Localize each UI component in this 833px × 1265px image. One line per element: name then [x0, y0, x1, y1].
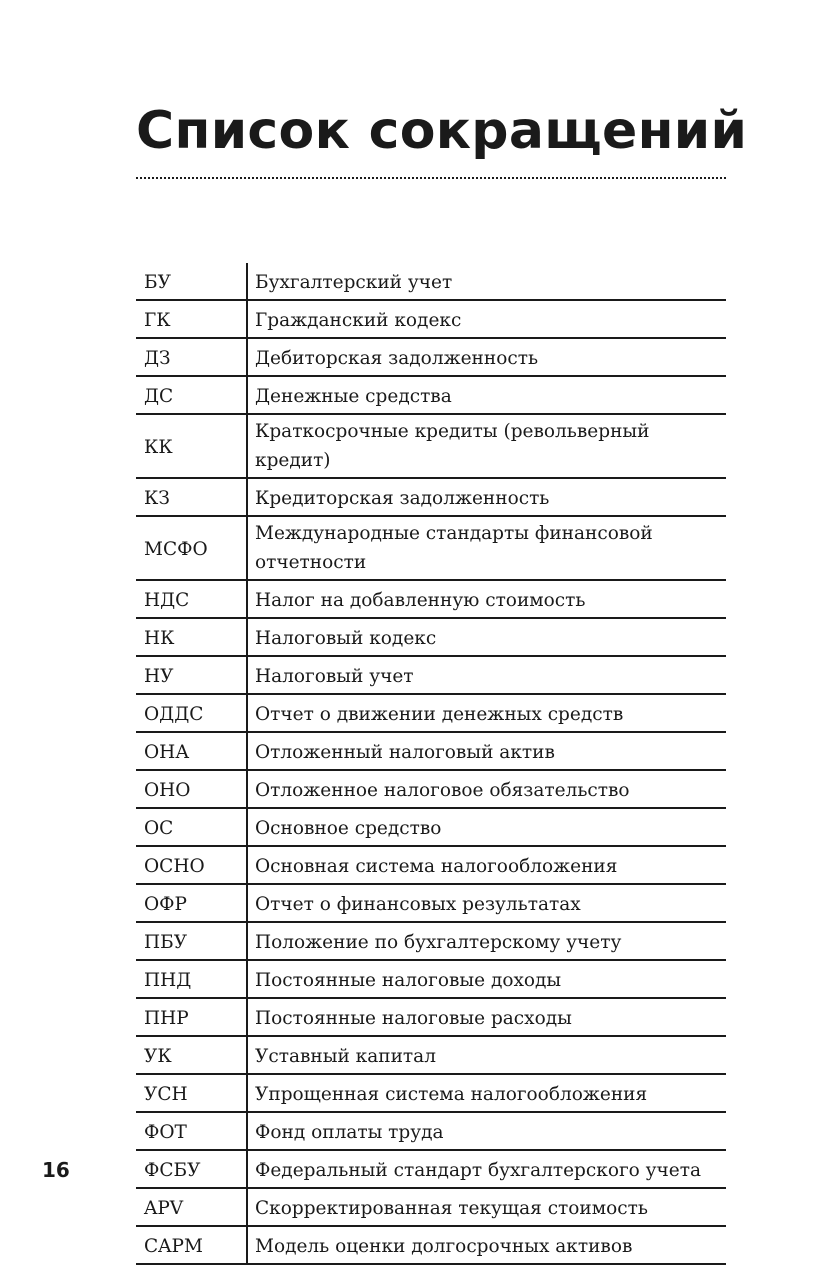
definition-cell: Основное средство [247, 808, 726, 846]
table-row [136, 263, 726, 300]
table-row [136, 1226, 726, 1264]
definition-cell: Упрощенная система налогообложения [247, 1074, 726, 1112]
table-row [136, 580, 726, 618]
table-row [136, 1112, 726, 1150]
abbreviation-cell: ФСБУ [136, 1150, 247, 1188]
abbreviation-cell: ФОТ [136, 1112, 247, 1150]
page-number: 16 [42, 1158, 70, 1182]
definition-cell: Фонд оплаты труда [247, 1112, 726, 1150]
abbreviation-cell: МСФО [136, 516, 247, 580]
abbreviations-table [136, 263, 726, 1265]
table-row [136, 1036, 726, 1074]
table-row [136, 376, 726, 414]
abbreviation-cell: НУ [136, 656, 247, 694]
abbreviation-cell: НДС [136, 580, 247, 618]
definition-cell: Положение по бухгалтерскому учету [247, 922, 726, 960]
abbreviation-cell: APV [136, 1188, 247, 1226]
table-row [136, 656, 726, 694]
abbreviation-cell: ОФР [136, 884, 247, 922]
table-row [136, 960, 726, 998]
table-row [136, 338, 726, 376]
definition-cell: Отчет о финансовых результатах [247, 884, 726, 922]
definition-cell: Налоговый учет [247, 656, 726, 694]
definition-cell: Постоянные налоговые доходы [247, 960, 726, 998]
definition-cell: Основная система налогообложения [247, 846, 726, 884]
definition-cell: Гражданский кодекс [247, 300, 726, 338]
definition-cell: Международные стандарты финансовой отчетности [247, 516, 726, 580]
definition-cell: Модель оценки долгосрочных активов [247, 1226, 726, 1264]
definition-cell: Отчет о движении денежных средств [247, 694, 726, 732]
abbreviation-cell: ОНА [136, 732, 247, 770]
abbreviation-cell: УСН [136, 1074, 247, 1112]
table-row [136, 808, 726, 846]
abbreviation-cell: КК [136, 414, 247, 478]
definition-cell: Скорректированная текущая стоимость [247, 1188, 726, 1226]
abbreviation-cell: ПНД [136, 960, 247, 998]
table-row [136, 618, 726, 656]
definition-cell: Отложенный налоговый актив [247, 732, 726, 770]
definition-cell: Отложенное налоговое обязательство [247, 770, 726, 808]
definition-cell: Дебиторская задолженность [247, 338, 726, 376]
table-row [136, 732, 726, 770]
definition-cell: Уставный капитал [247, 1036, 726, 1074]
abbreviation-cell: ДС [136, 376, 247, 414]
table-row [136, 922, 726, 960]
table-row [136, 1150, 726, 1188]
table-row [136, 846, 726, 884]
page-title: Список сокращений [136, 101, 748, 161]
abbreviation-cell: CAPM [136, 1226, 247, 1264]
table-row [136, 516, 726, 580]
abbreviation-cell: ГК [136, 300, 247, 338]
table-row [136, 770, 726, 808]
abbreviation-cell: БУ [136, 263, 247, 300]
abbreviation-cell: ПНР [136, 998, 247, 1036]
abbreviation-cell: ОНО [136, 770, 247, 808]
abbreviation-cell: ОСНО [136, 846, 247, 884]
abbreviation-cell: КЗ [136, 478, 247, 516]
table-row [136, 478, 726, 516]
title-dotted-rule [136, 177, 726, 179]
definition-cell: Денежные средства [247, 376, 726, 414]
abbreviation-cell: ДЗ [136, 338, 247, 376]
abbreviation-cell: НК [136, 618, 247, 656]
abbreviation-cell: ОДДС [136, 694, 247, 732]
table-row [136, 1074, 726, 1112]
table-row [136, 300, 726, 338]
definition-cell: Краткосрочные кредиты (револьверный кредит) [247, 414, 726, 478]
definition-cell: Постоянные налоговые расходы [247, 998, 726, 1036]
table-row [136, 414, 726, 478]
table-row [136, 694, 726, 732]
table-row [136, 884, 726, 922]
abbreviation-cell: ОС [136, 808, 247, 846]
definition-cell: Бухгалтерский учет [247, 263, 726, 300]
definition-cell: Налог на добавленную стоимость [247, 580, 726, 618]
table-row [136, 998, 726, 1036]
table-row [136, 1188, 726, 1226]
abbreviation-cell: ПБУ [136, 922, 247, 960]
definition-cell: Федеральный стандарт бухгалтерского учета [247, 1150, 726, 1188]
definition-cell: Кредиторская задолженность [247, 478, 726, 516]
abbreviation-cell: УК [136, 1036, 247, 1074]
definition-cell: Налоговый кодекс [247, 618, 726, 656]
